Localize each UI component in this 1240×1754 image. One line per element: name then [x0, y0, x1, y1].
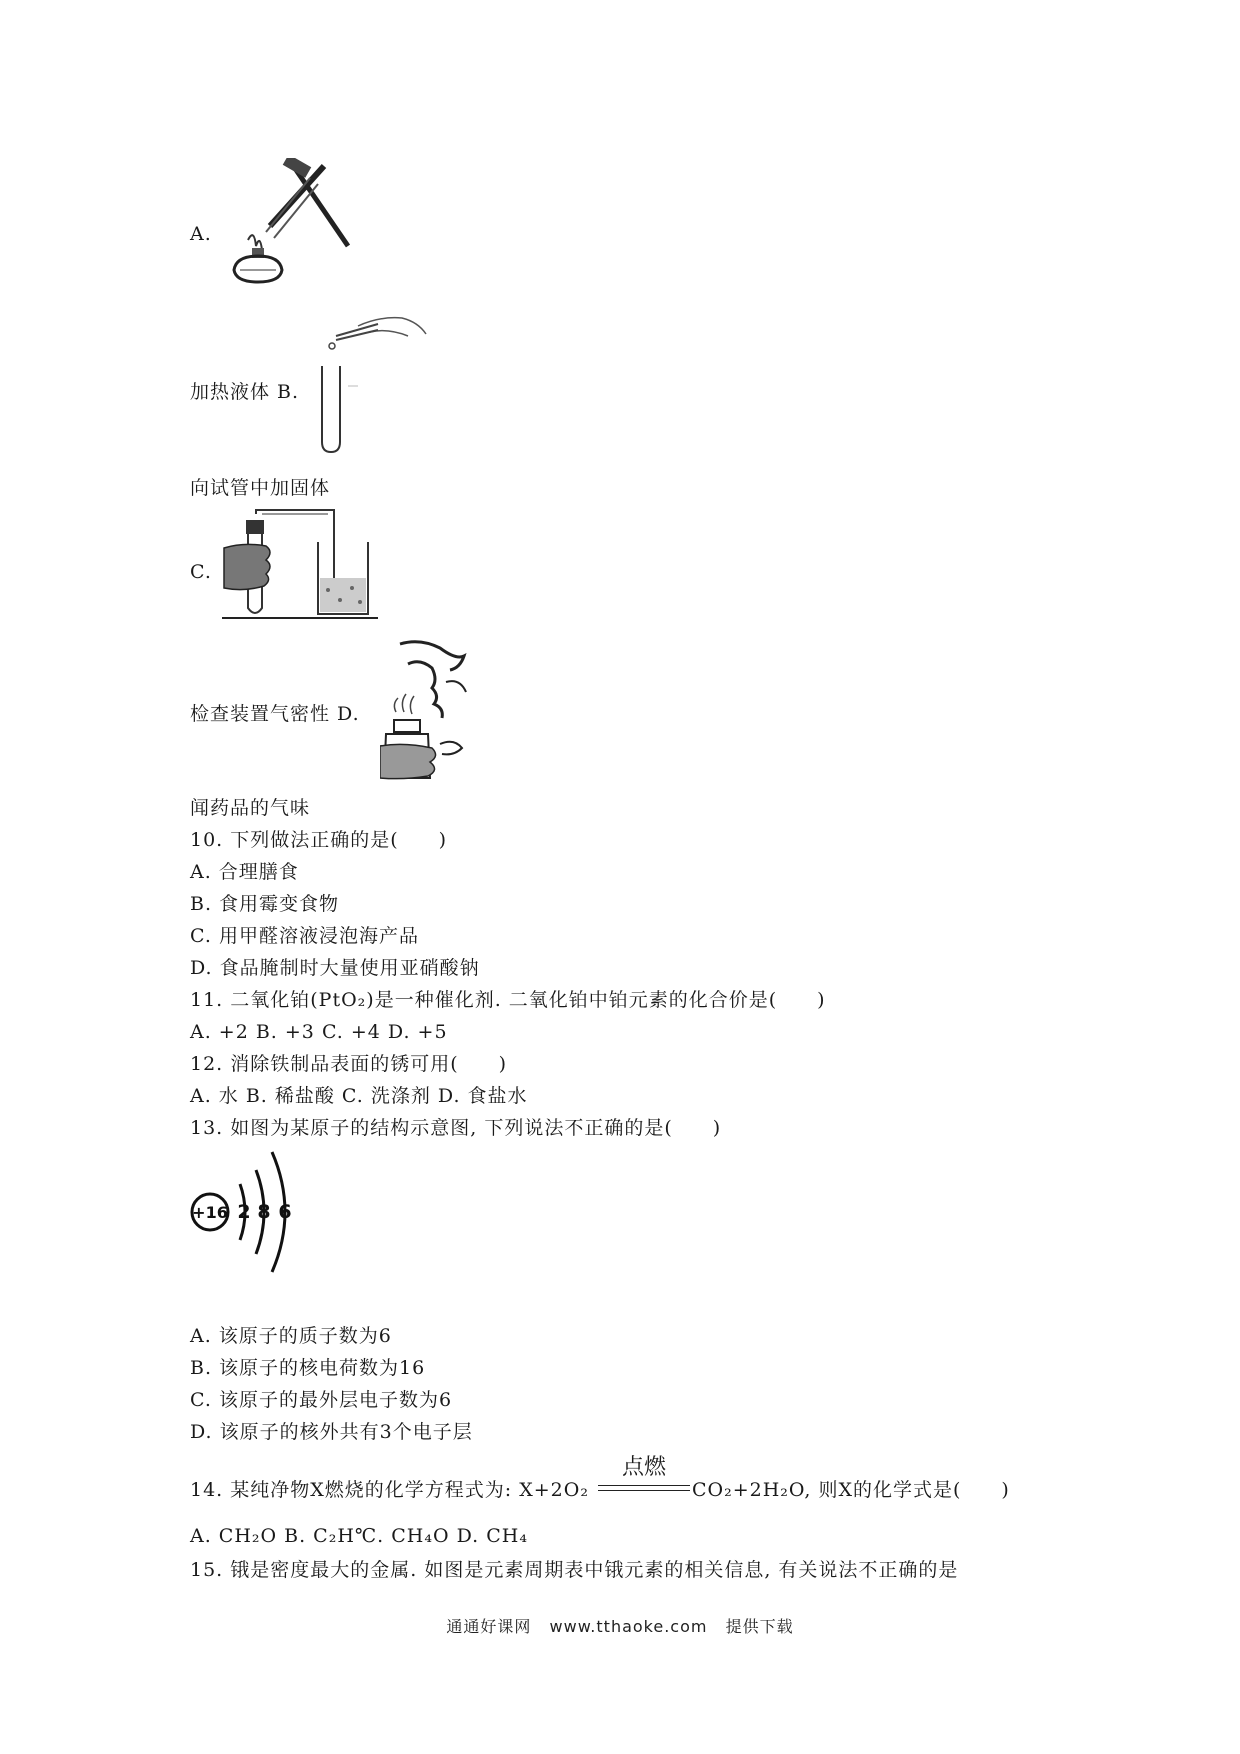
adding-solid-to-tube-icon	[318, 306, 428, 456]
q10-option-c: C. 用甲醛溶液浸泡海产品	[190, 925, 419, 947]
q11-options: A. +2 B. +3 C. +4 D. +5	[190, 1021, 448, 1043]
shell-3-electrons: 6	[278, 1201, 292, 1223]
q12-stem: 12. 消除铁制品表面的锈可用( )	[190, 1053, 508, 1075]
q9-option-a-caption: 加热液体 B.	[190, 381, 300, 403]
q14-options: A. CH₂O B. C₂H℃. CH₄O D. CH₄	[190, 1525, 528, 1547]
q13-option-c: C. 该原子的最外层电子数为6	[190, 1389, 453, 1411]
q10-stem: 10. 下列做法正确的是( )	[190, 829, 448, 851]
q14-stem-left: 14. 某纯净物X燃烧的化学方程式为: X+2O₂	[190, 1479, 589, 1501]
q9-option-b-caption: 向试管中加固体	[190, 477, 331, 499]
q9-option-a-label: A.	[190, 223, 212, 245]
q9-option-d-caption: 闻药品的气味	[190, 797, 311, 819]
shell-1-electrons: 2	[237, 1201, 251, 1223]
q10-option-b: B. 食用霉变食物	[190, 893, 340, 915]
q9-option-c-caption: 检查装置气密性 D.	[190, 703, 360, 725]
test-tube-heating-icon	[226, 158, 356, 286]
q13-option-b: B. 该原子的核电荷数为16	[190, 1357, 426, 1379]
shell-2-electrons: 8	[257, 1201, 271, 1223]
q13-option-d: D. 该原子的核外共有3个电子层	[190, 1421, 473, 1443]
q13-stem: 13. 如图为某原子的结构示意图, 下列说法不正确的是( )	[190, 1117, 722, 1139]
q14-stem-right: CO₂+2H₂O, 则X的化学式是( )	[692, 1479, 1010, 1501]
footer-url[interactable]: www.tthaoke.com	[549, 1617, 708, 1636]
q10-option-d: D. 食品腌制时大量使用亚硝酸钠	[190, 957, 480, 979]
q14-equals-bar-bottom	[598, 1490, 690, 1491]
q10-option-a: A. 合理膳食	[190, 861, 299, 883]
q14-equals-bar-top	[598, 1485, 690, 1486]
atomic-structure-diagram	[186, 1148, 316, 1278]
page-footer	[0, 1614, 1240, 1637]
q12-options: A. 水 B. 稀盐酸 C. 洗涤剂 D. 食盐水	[190, 1085, 528, 1107]
footer-note: 提供下载	[725, 1617, 794, 1636]
q15-stem: 15. 锇是密度最大的金属. 如图是元素周期表中锇元素的相关信息, 有关说法不正确的是	[190, 1559, 959, 1581]
footer-site-name: 通通好课网	[446, 1617, 532, 1636]
q14-reaction-condition: 点燃	[622, 1455, 667, 1480]
q9-option-c-label: C.	[190, 561, 212, 583]
q11-stem: 11. 二氧化铂(PtO₂)是一种催化剂. 二氧化铂中铂元素的化合价是( )	[190, 989, 826, 1011]
airtightness-check-icon	[222, 508, 378, 620]
smelling-chemical-icon	[380, 638, 480, 788]
q13-option-a: A. 该原子的质子数为6	[190, 1325, 392, 1347]
nucleus-charge: +16	[192, 1203, 228, 1222]
